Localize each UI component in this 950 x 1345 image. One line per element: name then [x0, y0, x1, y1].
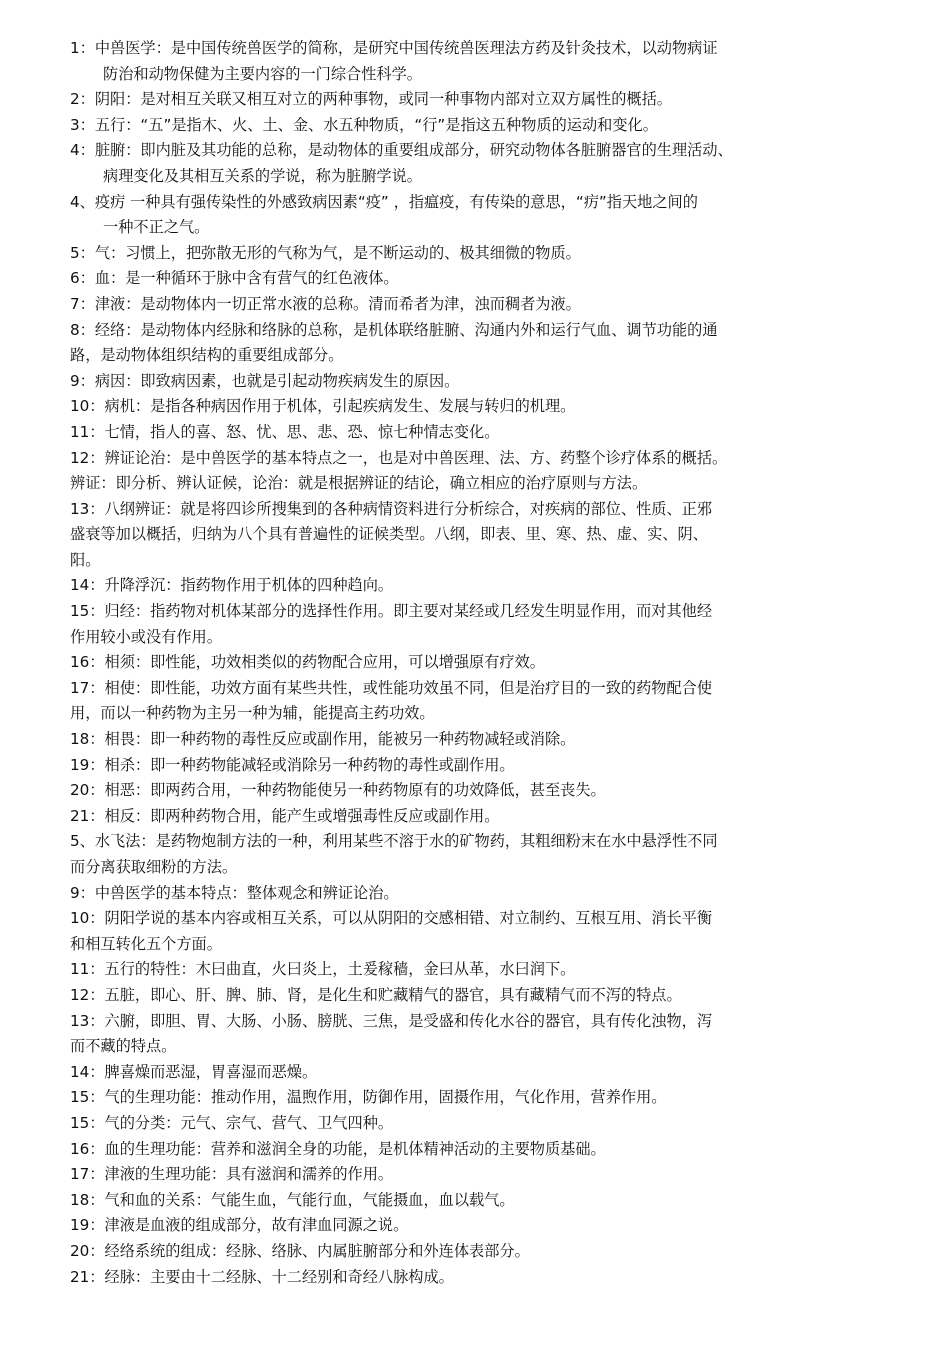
definition-entry	[0, 650, 870, 676]
entry-text-line: 路，是动物体组织结构的重要组成部分。	[70, 346, 344, 365]
definition-entry	[0, 1137, 870, 1163]
entry-text-line: 病理变化及其相互关系的学说，称为脏腑学说。	[103, 166, 422, 185]
document-page	[0, 36, 950, 1290]
entry-text-line: 6：血：是一种循环于脉中含有营气的红色液体。	[70, 269, 399, 288]
definition-entry	[0, 881, 870, 907]
entry-text-line: 5、水飞法：是药物炮制方法的一种，利用某些不溶于水的矿物药，其粗细粉末在水中悬浮性不同	[70, 832, 718, 851]
entry-text-line: 16：血的生理功能：营养和滋润全身的功能，是机体精神活动的主要物质基础。	[70, 1139, 606, 1158]
entry-text-line: 15：气的分类：元气、宗气、营气、卫气四种。	[70, 1113, 394, 1132]
definition-entry	[0, 829, 870, 880]
entry-text-line: 作用较小或没有作用。	[70, 627, 222, 646]
entry-text-line: 17：相使：即性能，功效方面有某些共性，或性能功效虽不同，但是治疗目的一致的药物配合使	[70, 678, 713, 697]
entry-text-line: 9：病因：即致病因素，也就是引起动物疾病发生的原因。	[70, 371, 460, 390]
entry-text-line: 10：病机：是指各种病因作用于机体，引起疾病发生、发展与转归的机理。	[70, 397, 576, 416]
definition-entry	[0, 906, 870, 957]
entry-text-line: 14：脾喜燥而恶湿，胃喜湿而恶燥。	[70, 1062, 318, 1081]
entry-text-line: 15：归经：指药物对机体某部分的选择性作用。即主要对某经或几经发生明显作用，而对其他经	[70, 602, 713, 621]
definition-entry	[0, 804, 870, 830]
definition-entry	[0, 1213, 870, 1239]
definition-entry	[0, 266, 870, 292]
definition-entry	[0, 753, 870, 779]
definition-entry	[0, 36, 870, 87]
entry-text-line: 和相互转化五个方面。	[70, 934, 222, 953]
definition-entry	[0, 446, 870, 497]
entry-text-line: 4、疫疠 一种具有强传染性的外感致病因素“疫” ，指瘟疫，有传染的意思，“疠”指天地之间的	[70, 192, 698, 211]
definition-entry	[0, 420, 870, 446]
definition-entry	[0, 190, 870, 241]
entry-text-line: 辨证：即分析、辨认证候，论治：就是根据辨证的结论，确立相应的治疗原则与方法。	[70, 474, 648, 493]
entry-text-line: 4：脏腑：即内脏及其功能的总称，是动物体的重要组成部分，研究动物体各脏腑器官的生理活动、	[70, 141, 733, 160]
definition-entry	[0, 292, 870, 318]
entry-text-line: 16：相须：即性能，功效相类似的药物配合应用，可以增强原有疗效。	[70, 653, 545, 672]
entry-text-line: 18：气和血的关系：气能生血，气能行血，气能摄血，血以载气。	[70, 1190, 515, 1209]
entry-text-line: 12：辨证论治：是中兽医学的基本特点之一，也是对中兽医理、法、方、药整个诊疗体系的概括。	[70, 448, 728, 467]
definition-entry	[0, 497, 870, 574]
definition-entry	[0, 1085, 870, 1111]
definition-entry	[0, 1162, 870, 1188]
entry-text-line: 19：津液是血液的组成部分，故有津血同源之说。	[70, 1216, 409, 1235]
entry-text-line: 10：阴阳学说的基本内容或相互关系，可以从阴阳的交感相错、对立制约、互根互用、消长平衡	[70, 909, 713, 928]
entry-text-line: 21：相反：即两种药物合用，能产生或增强毒性反应或副作用。	[70, 806, 500, 825]
definition-entry	[0, 87, 870, 113]
entry-text-line: 而分离获取细粉的方法。	[70, 858, 238, 876]
entry-text-line: 用，而以一种药物为主另一种为辅，能提高主药功效。	[70, 704, 435, 723]
entry-text-line: 阳。	[70, 550, 101, 569]
definition-entry	[0, 138, 870, 189]
entry-text-line: 13：八纲辨证：就是将四诊所搜集到的各种病情资料进行分析综合，对疾病的部位、性质、正邪	[70, 499, 713, 518]
definition-entry	[0, 369, 870, 395]
entry-text-line: 防治和动物保健为主要内容的一门综合性科学。	[103, 64, 422, 83]
definition-entry	[0, 727, 870, 753]
entry-text-line: 17：津液的生理功能：具有滋润和濡养的作用。	[70, 1165, 394, 1184]
entry-text-line: 盛衰等加以概括，归纳为八个具有普遍性的证候类型。八纲，即表、里、寒、热、虚、实、阴、	[70, 525, 708, 544]
entry-text-line: 18：相畏：即一种药物的毒性反应或副作用，能被另一种药物减轻或消除。	[70, 730, 576, 749]
entry-text-line: 20：相恶：即两药合用，一种药物能使另一种药物原有的功效降低，甚至丧失。	[70, 781, 606, 800]
entry-text-line: 3：五行：“五”是指木、火、土、金、水五种物质，“行”是指这五种物质的运动和变化。	[70, 115, 658, 134]
entry-text-line: 而不藏的特点。	[70, 1037, 177, 1056]
entry-text-line: 13：六腑，即胆、胃、大肠、小肠、膀胱、三焦，是受盛和传化水谷的器官，具有传化浊物，泻	[70, 1011, 713, 1030]
entry-text-line: 14：升降浮沉：指药物作用于机体的四种趋向。	[70, 576, 394, 595]
definition-entry	[0, 113, 870, 139]
entry-text-line: 9：中兽医学的基本特点：整体观念和辨证论治。	[70, 883, 399, 902]
definition-entry	[0, 957, 870, 983]
definition-entry	[0, 1239, 870, 1265]
entry-text-line: 5：气：习惯上，把弥散无形的气称为气，是不断运动的、极其细微的物质。	[70, 243, 581, 262]
definition-entry	[0, 676, 870, 727]
definition-entry	[0, 318, 870, 369]
entry-text-line: 7：津液：是动物体内一切正常水液的总称。清而希者为津，浊而稠者为液。	[70, 294, 581, 313]
definition-entry	[0, 599, 870, 650]
entry-text-line: 一种不正之气。	[103, 218, 210, 237]
definition-entry	[0, 1111, 870, 1137]
definition-entry	[0, 573, 870, 599]
definition-entry	[0, 394, 870, 420]
entry-text-line: 20：经络系统的组成：经脉、络脉、内属脏腑部分和外连体表部分。	[70, 1241, 530, 1260]
entry-text-line: 21：经脉：主要由十二经脉、十二经别和奇经八脉构成。	[70, 1267, 454, 1286]
definition-entry	[0, 778, 870, 804]
entry-text-line: 8：经络：是动物体内经脉和络脉的总称，是机体联络脏腑、沟通内外和运行气血、调节功能的通	[70, 320, 718, 339]
entry-text-line: 19：相杀：即一种药物能减轻或消除另一种药物的毒性或副作用。	[70, 755, 515, 774]
entry-text-line: 15：气的生理功能：推动作用，温煦作用，防御作用，固摄作用，气化作用，营养作用。	[70, 1088, 667, 1107]
entry-text-line: 1：中兽医学：是中国传统兽医学的简称，是研究中国传统兽医理法方药及针灸技术，以动物病证	[70, 39, 718, 57]
definition-entry	[0, 1265, 870, 1291]
entry-text-line: 11：七情，指人的喜、怒、忧、思、悲、恐、惊七种情志变化。	[70, 422, 500, 441]
entry-text-line: 2：阴阳：是对相互关联又相互对立的两种事物，或同一种事物内部对立双方属性的概括。	[70, 90, 672, 109]
definition-entry	[0, 241, 870, 267]
entry-text-line: 11：五行的特性：木曰曲直，火曰炎上，土爰稼穑，金曰从革，水曰润下。	[70, 960, 576, 979]
definition-entry	[0, 1009, 870, 1060]
definition-entry	[0, 1188, 870, 1214]
definition-entry	[0, 1060, 870, 1086]
entry-text-line: 12：五脏，即心、肝、脾、肺、肾，是化生和贮藏精气的器官，具有藏精气而不泻的特点。	[70, 985, 682, 1004]
definition-entry	[0, 983, 870, 1009]
